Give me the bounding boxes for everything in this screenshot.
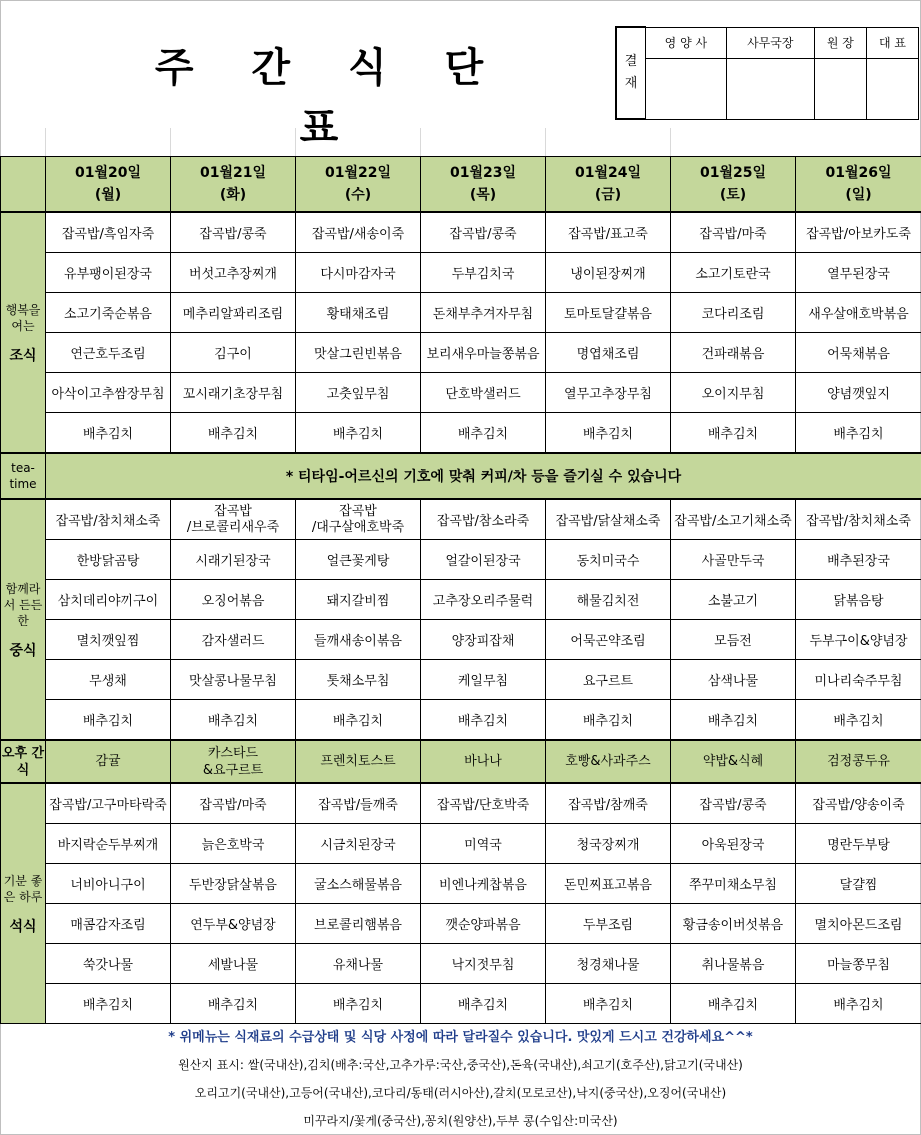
menu-item: 잡곡밥/콩죽 xyxy=(171,212,296,253)
lunch-caption: 함께라서 든든한 xyxy=(3,581,43,628)
menu-item: 요구르트 xyxy=(546,660,671,700)
menu-item: 배추김치 xyxy=(46,700,171,741)
menu-item: 미역국 xyxy=(421,824,546,864)
approval-label: 결 재 xyxy=(616,27,646,119)
menu-item: 잡곡밥/흑임자죽 xyxy=(46,212,171,253)
menu-item: 굴소스해물볶음 xyxy=(296,864,421,904)
dinner-label: 석식 xyxy=(9,918,37,935)
menu-item: 얼갈이된장국 xyxy=(421,540,546,580)
menu-item: 해물김치전 xyxy=(546,580,671,620)
menu-item: 무생채 xyxy=(46,660,171,700)
menu-item: 버섯고추장찌개 xyxy=(171,253,296,293)
breakfast-caption: 행복을 여는 xyxy=(5,302,41,333)
menu-item: 삼색나물 xyxy=(671,660,796,700)
snack-item: 카스타드 &요구르트 xyxy=(171,740,296,783)
menu-item: 명엽채조림 xyxy=(546,333,671,373)
menu-item: 잡곡밥/단호박죽 xyxy=(421,783,546,824)
menu-item: 잡곡밥/새송이죽 xyxy=(296,212,421,253)
date-label: 01월24일 xyxy=(574,165,641,181)
date-header-cell xyxy=(46,157,171,213)
origin-line: 미꾸라지/꽃게(중국산),꽁치(원양산),두부 콩(수입산:미국산) xyxy=(303,1114,618,1128)
approval-sign-box[interactable] xyxy=(866,58,918,119)
menu-item: 돼지갈비찜 xyxy=(296,580,421,620)
weekday-label: (금) xyxy=(594,187,622,203)
menu-item: 배추김치 xyxy=(171,413,296,454)
snack-label: 오후 간식 xyxy=(1,740,46,783)
menu-item: 모듬전 xyxy=(671,620,796,660)
menu-item: 닭볶음탕 xyxy=(796,580,921,620)
menu-item: 매콤감자조림 xyxy=(46,904,171,944)
menu-item: 달걀찜 xyxy=(796,864,921,904)
menu-item: 세발나물 xyxy=(171,944,296,984)
menu-item: 배추김치 xyxy=(296,700,421,741)
menu-item: 건파래볶음 xyxy=(671,333,796,373)
menu-item: 배추김치 xyxy=(546,413,671,454)
lunch-label: 중식 xyxy=(9,642,37,659)
menu-item: 아삭이고추쌈장무침 xyxy=(46,373,171,413)
menu-item: 돈민찌표고볶음 xyxy=(546,864,671,904)
menu-item: 배추김치 xyxy=(671,700,796,741)
menu-item: 잡곡밥/아보카도죽 xyxy=(796,212,921,253)
menu-item: 황금송이버섯볶음 xyxy=(671,904,796,944)
menu-item: 배추김치 xyxy=(296,413,421,454)
menu-item: 오징어볶음 xyxy=(171,580,296,620)
snack-item: 검정콩두유 xyxy=(796,740,921,783)
approval-role: 영 양 사 xyxy=(646,27,727,58)
menu-item: 들깨새송이볶음 xyxy=(296,620,421,660)
menu-item: 잡곡밥 /대구살애호박죽 xyxy=(296,499,421,540)
menu-item: 잡곡밥/참치채소죽 xyxy=(796,499,921,540)
menu-item: 배추김치 xyxy=(671,413,796,454)
date-label: 01월26일 xyxy=(825,165,892,181)
menu-item: 깻순양파볶음 xyxy=(421,904,546,944)
snack-item: 약밥&식혜 xyxy=(671,740,796,783)
page-title: 주 간 식 단 표 xyxy=(154,44,506,151)
breakfast-label: 조식 xyxy=(9,347,37,364)
menu-item: 양념깻잎지 xyxy=(796,373,921,413)
menu-item: 배추김치 xyxy=(796,413,921,454)
dinner-caption: 기분 좋은 하루 xyxy=(3,873,43,904)
menu-item: 잡곡밥/양송이죽 xyxy=(796,783,921,824)
weekly-menu-table xyxy=(0,156,921,1024)
menu-item: 멸치아몬드조림 xyxy=(796,904,921,944)
menu-item: 소불고기 xyxy=(671,580,796,620)
menu-item: 고춧잎무침 xyxy=(296,373,421,413)
menu-item: 아욱된장국 xyxy=(671,824,796,864)
menu-item: 메추리알꽈리조림 xyxy=(171,293,296,333)
menu-item: 배추김치 xyxy=(546,984,671,1024)
breakfast-side-label xyxy=(1,212,46,453)
menu-item: 배추된장국 xyxy=(796,540,921,580)
menu-item: 맛살그린빈볶음 xyxy=(296,333,421,373)
snack-item: 감귤 xyxy=(46,740,171,783)
menu-item: 브로콜리햄볶음 xyxy=(296,904,421,944)
date-header-cell xyxy=(546,157,671,213)
menu-item: 두부구이&양념장 xyxy=(796,620,921,660)
menu-item: 배추김치 xyxy=(671,984,796,1024)
weekday-label: (토) xyxy=(719,187,747,203)
menu-item: 고추장오리주물럭 xyxy=(421,580,546,620)
menu-item: 잡곡밥/마죽 xyxy=(671,212,796,253)
menu-item: 잡곡밥/참깨죽 xyxy=(546,783,671,824)
snack-item: 호빵&사과주스 xyxy=(546,740,671,783)
date-header-cell xyxy=(796,157,921,213)
menu-item: 어묵채볶음 xyxy=(796,333,921,373)
weekday-label: (일) xyxy=(845,187,872,203)
menu-item: 쑥갓나물 xyxy=(46,944,171,984)
menu-item: 양장피잡채 xyxy=(421,620,546,660)
menu-item: 황태채조림 xyxy=(296,293,421,333)
menu-item: 시래기된장국 xyxy=(171,540,296,580)
menu-item: 유채나물 xyxy=(296,944,421,984)
menu-item: 청국장찌개 xyxy=(546,824,671,864)
menu-item: 배추김치 xyxy=(421,413,546,454)
menu-item: 보리새우마늘쫑볶음 xyxy=(421,333,546,373)
menu-item: 배추김치 xyxy=(46,413,171,454)
tea-time-notice: * 티타임-어르신의 기호에 맞춰 커피/차 등을 즐기실 수 있습니다 xyxy=(46,453,921,499)
menu-item: 잡곡밥/참소라죽 xyxy=(421,499,546,540)
menu-item: 배추김치 xyxy=(421,700,546,741)
menu-item: 멸치깻잎찜 xyxy=(46,620,171,660)
menu-item: 배추김치 xyxy=(546,700,671,741)
date-label: 01월20일 xyxy=(74,165,141,181)
menu-item: 연두부&양념장 xyxy=(171,904,296,944)
approval-box xyxy=(615,26,919,120)
weekday-label: (목) xyxy=(469,187,497,203)
menu-item: 새우살애호박볶음 xyxy=(796,293,921,333)
menu-item: 너비아니구이 xyxy=(46,864,171,904)
approval-sign-box[interactable] xyxy=(814,58,866,119)
weekday-label: (월) xyxy=(94,187,122,203)
menu-item: 열무된장국 xyxy=(796,253,921,293)
menu-item: 열무고추장무침 xyxy=(546,373,671,413)
menu-item: 톳채소무침 xyxy=(296,660,421,700)
menu-item: 소고기토란국 xyxy=(671,253,796,293)
menu-item: 한방닭곰탕 xyxy=(46,540,171,580)
menu-item: 비엔나케찹볶음 xyxy=(421,864,546,904)
date-label: 01월21일 xyxy=(199,165,266,181)
date-header-cell xyxy=(296,157,421,213)
corner-cell xyxy=(1,157,46,213)
menu-item: 잡곡밥/콩죽 xyxy=(421,212,546,253)
dinner-side-label xyxy=(1,783,46,1024)
approval-role: 원 장 xyxy=(814,27,866,58)
weekday-label: (화) xyxy=(219,187,247,203)
menu-item: 사골만두국 xyxy=(671,540,796,580)
approval-sign-box[interactable] xyxy=(726,58,814,119)
date-label: 01월22일 xyxy=(324,165,391,181)
menu-item: 단호박샐러드 xyxy=(421,373,546,413)
menu-item: 어묵곤약조림 xyxy=(546,620,671,660)
menu-notice: * 위메뉴는 식재료의 수급상태 및 식당 사정에 따라 달라질수 있습니다. 맛있게 드시고 건강하세요^^* xyxy=(168,1030,753,1045)
menu-item: 취나물볶음 xyxy=(671,944,796,984)
menu-item: 바지락순두부찌개 xyxy=(46,824,171,864)
menu-item: 토마토달걀볶음 xyxy=(546,293,671,333)
menu-item: 낙지젓무침 xyxy=(421,944,546,984)
menu-item: 잡곡밥/소고기채소죽 xyxy=(671,499,796,540)
date-label: 01월25일 xyxy=(699,165,766,181)
menu-item: 케일무침 xyxy=(421,660,546,700)
menu-item: 잡곡밥 /브로콜리새우죽 xyxy=(171,499,296,540)
menu-item: 냉이된장찌개 xyxy=(546,253,671,293)
menu-item: 연근호두조림 xyxy=(46,333,171,373)
menu-item: 얼큰꽃게탕 xyxy=(296,540,421,580)
menu-item: 잡곡밥/참치채소죽 xyxy=(46,499,171,540)
menu-item: 쭈꾸미채소무침 xyxy=(671,864,796,904)
menu-item: 시금치된장국 xyxy=(296,824,421,864)
approval-role: 사무국장 xyxy=(726,27,814,58)
date-label: 01월23일 xyxy=(449,165,516,181)
menu-item: 배추김치 xyxy=(796,984,921,1024)
menu-item: 마늘쫑무침 xyxy=(796,944,921,984)
menu-item: 소고기죽순볶음 xyxy=(46,293,171,333)
menu-item: 미나리숙주무침 xyxy=(796,660,921,700)
origin-line: 오리고기(국내산),고등어(국내산),코다리/동태(러시아산),갈치(모로코산),낙지(중국산),오징어(국내산) xyxy=(194,1086,727,1100)
date-header-cell xyxy=(421,157,546,213)
menu-item: 잡곡밥/콩죽 xyxy=(671,783,796,824)
menu-item: 배추김치 xyxy=(296,984,421,1024)
snack-item: 바나나 xyxy=(421,740,546,783)
menu-item: 배추김치 xyxy=(421,984,546,1024)
weekday-label: (수) xyxy=(344,187,372,203)
menu-item: 삼치데리야끼구이 xyxy=(46,580,171,620)
spreadsheet-gridlines xyxy=(0,128,670,156)
menu-item: 배추김치 xyxy=(46,984,171,1024)
date-header-cell xyxy=(671,157,796,213)
approval-role: 대 표 xyxy=(866,27,918,58)
menu-item: 잡곡밥/고구마타락죽 xyxy=(46,783,171,824)
menu-item: 유부팽이된장국 xyxy=(46,253,171,293)
menu-item: 두부조림 xyxy=(546,904,671,944)
menu-item: 코다리조림 xyxy=(671,293,796,333)
menu-item: 잡곡밥/닭살채소죽 xyxy=(546,499,671,540)
menu-item: 잡곡밥/마죽 xyxy=(171,783,296,824)
menu-item: 배추김치 xyxy=(796,700,921,741)
menu-item: 명란두부탕 xyxy=(796,824,921,864)
menu-item: 배추김치 xyxy=(171,700,296,741)
menu-item: 두부김치국 xyxy=(421,253,546,293)
menu-item: 두반장닭살볶음 xyxy=(171,864,296,904)
menu-item: 동치미국수 xyxy=(546,540,671,580)
menu-item: 늙은호박국 xyxy=(171,824,296,864)
menu-item: 배추김치 xyxy=(171,984,296,1024)
menu-item: 잡곡밥/표고죽 xyxy=(546,212,671,253)
lunch-side-label xyxy=(1,499,46,740)
date-header-cell xyxy=(171,157,296,213)
menu-item: 다시마감자국 xyxy=(296,253,421,293)
menu-item: 감자샐러드 xyxy=(171,620,296,660)
origin-line: 원산지 표시: 쌀(국내산),김치(배추:국산,고추가루:국산,중국산),돈육(국내산),쇠고기(호주산),닭고기(국내산) xyxy=(178,1058,743,1072)
tea-time-label: tea-time xyxy=(1,453,46,499)
menu-item: 맛살콩나물무침 xyxy=(171,660,296,700)
snack-item: 프렌치토스트 xyxy=(296,740,421,783)
approval-sign-box[interactable] xyxy=(646,58,727,119)
menu-item: 오이지무침 xyxy=(671,373,796,413)
menu-item: 꼬시래기초장무침 xyxy=(171,373,296,413)
menu-item: 돈채부추겨자무침 xyxy=(421,293,546,333)
menu-item: 잡곡밥/들깨죽 xyxy=(296,783,421,824)
menu-item: 김구이 xyxy=(171,333,296,373)
menu-item: 청경채나물 xyxy=(546,944,671,984)
